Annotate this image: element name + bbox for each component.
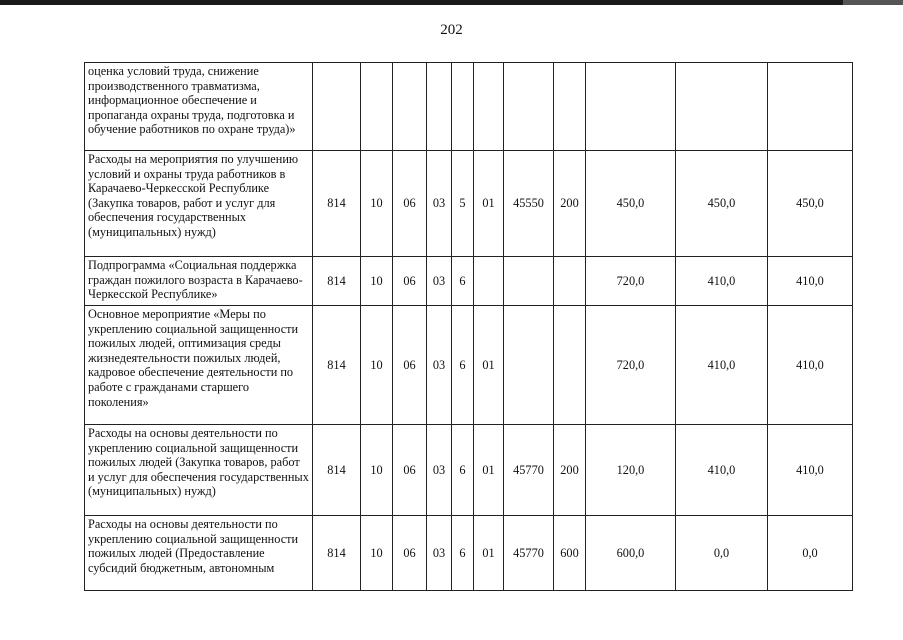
cell-code-subsection: 06: [393, 425, 427, 516]
cell-code-activity: [474, 63, 504, 151]
cell-amount-year1: [586, 63, 676, 151]
cell-amount-year3: 450,0: [768, 151, 853, 257]
cell-code-section: 10: [361, 516, 393, 591]
cell-amount-year3: [768, 63, 853, 151]
row-description: Расходы на мероприятия по улучшению условий и охраны труда работников в Карачаево-Черкесской Республике (Закупка товаров, работ и услуг для обеспечения государственных (муниципальных) нужд): [85, 151, 313, 257]
cell-amount-year1: 720,0: [586, 306, 676, 425]
cell-code-activity: [474, 257, 504, 306]
cell-code-expense-type: 200: [554, 425, 586, 516]
cell-code-ministry: 814: [313, 425, 361, 516]
cell-code-program: 03: [427, 151, 452, 257]
cell-code-expense-type: [554, 306, 586, 425]
cell-amount-year2: 410,0: [676, 257, 768, 306]
cell-amount-year3: 0,0: [768, 516, 853, 591]
table-row: [85, 257, 853, 306]
scan-top-border-tail: [843, 0, 903, 5]
cell-amount-year2: 410,0: [676, 306, 768, 425]
cell-code-program: 03: [427, 425, 452, 516]
table-row: [85, 63, 853, 151]
cell-code-section: [361, 63, 393, 151]
cell-code-expense-type: 200: [554, 151, 586, 257]
row-description: Расходы на основы деятельности по укреплению социальной защищенности пожилых людей (Предоставление субсидий бюджетным, автономным: [88, 517, 299, 575]
cell-code-activity: 01: [474, 151, 504, 257]
row-description-cell: [85, 516, 313, 591]
cell-code-subsection: 06: [393, 516, 427, 591]
cell-code-section: 10: [361, 151, 393, 257]
cell-code-subprogram: [452, 63, 474, 151]
cell-code-ministry: 814: [313, 257, 361, 306]
cell-amount-year2: 410,0: [676, 425, 768, 516]
row-description: оценка условий труда, снижение производственного травматизма, информационное обеспечение и пропаганда охраны труда, подготовка и обучение работников по охране труда)»: [85, 63, 313, 151]
cell-code-subprogram: 6: [452, 425, 474, 516]
table-row: [85, 151, 853, 257]
cell-code-subprogram: 6: [452, 516, 474, 591]
scan-top-border: [0, 0, 903, 5]
cell-code-expense-type: [554, 63, 586, 151]
cell-code-subsection: 06: [393, 151, 427, 257]
cell-code-activity: 01: [474, 516, 504, 591]
cell-code-direction: [504, 306, 554, 425]
cell-amount-year2: [676, 63, 768, 151]
cell-code-section: 10: [361, 306, 393, 425]
cell-code-program: 03: [427, 306, 452, 425]
cell-code-direction: 45770: [504, 425, 554, 516]
cell-code-ministry: 814: [313, 151, 361, 257]
cell-code-program: [427, 63, 452, 151]
page-number: 202: [440, 22, 463, 38]
cell-code-program: 03: [427, 516, 452, 591]
cell-code-direction: 45770: [504, 516, 554, 591]
cell-code-direction: 45550: [504, 151, 554, 257]
cell-code-direction: [504, 63, 554, 151]
cell-code-program: 03: [427, 257, 452, 306]
cell-amount-year1: 600,0: [586, 516, 676, 591]
cell-code-activity: 01: [474, 306, 504, 425]
cell-code-subsection: 06: [393, 257, 427, 306]
row-description: Расходы на основы деятельности по укреплению социальной защищенности пожилых людей (Закупка товаров, работ и услуг для обеспечения государственных (муниципальных) нужд): [85, 425, 313, 516]
cell-amount-year3: 410,0: [768, 257, 853, 306]
cell-amount-year2: 0,0: [676, 516, 768, 591]
cell-code-subsection: 06: [393, 306, 427, 425]
cell-code-expense-type: 600: [554, 516, 586, 591]
cell-code-expense-type: [554, 257, 586, 306]
cell-code-ministry: [313, 63, 361, 151]
table-row: [85, 306, 853, 425]
table-row: [85, 516, 853, 591]
cell-amount-year3: 410,0: [768, 306, 853, 425]
budget-table: [84, 62, 853, 591]
cell-code-ministry: 814: [313, 306, 361, 425]
table-row: [85, 425, 853, 516]
cell-amount-year3: 410,0: [768, 425, 853, 516]
row-description: Основное мероприятие «Меры по укреплению социальной защищенности пожилых людей, оптимизация среды жизнедеятельности пожилых людей, кадровое обеспечение деятельности по работе с гражданами старшего поколения»: [85, 306, 313, 425]
row-description: Подпрограмма «Социальная поддержка граждан пожилого возраста в Карачаево-Черкесской Республике»: [85, 257, 313, 306]
cell-code-subsection: [393, 63, 427, 151]
cell-code-subprogram: 6: [452, 257, 474, 306]
cell-code-subprogram: 6: [452, 306, 474, 425]
cell-code-ministry: 814: [313, 516, 361, 591]
cell-code-direction: [504, 257, 554, 306]
cell-code-section: 10: [361, 257, 393, 306]
cell-amount-year1: 120,0: [586, 425, 676, 516]
cell-amount-year2: 450,0: [676, 151, 768, 257]
cell-amount-year1: 450,0: [586, 151, 676, 257]
cell-code-subprogram: 5: [452, 151, 474, 257]
cell-code-section: 10: [361, 425, 393, 516]
cell-code-activity: 01: [474, 425, 504, 516]
cell-amount-year1: 720,0: [586, 257, 676, 306]
